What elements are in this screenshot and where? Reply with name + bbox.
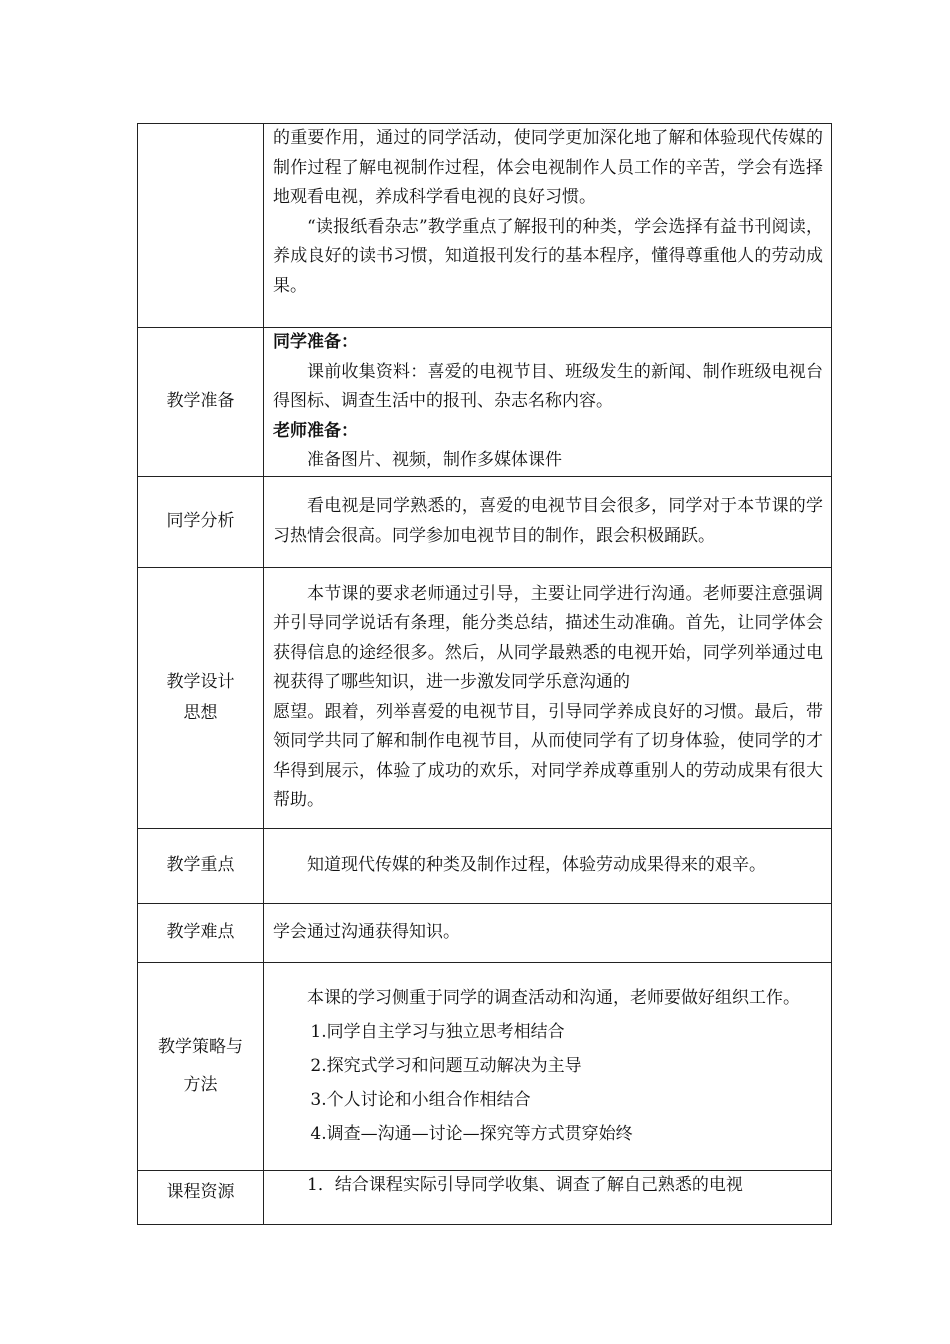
design-idea-text-part1: 本节课的要求老师通过引导，主要让同学进行沟通。老师要注意强调并引导同学说话有条理，能分类总结，描述生动准确。首先，让同学体会获得信息的途经很多。然后，从同学最熟悉的电视开始，同学列举通过电视获得了哪些知识，进一步激发同学乐意沟通的 [273, 583, 823, 692]
row-label-difficulty [138, 903, 264, 962]
student-analysis-label: 同学分析 [166, 511, 235, 531]
teacher-prep-text: 准备图片、视频，制作多媒体课件 [307, 450, 562, 470]
strategy-label-line1: 教学策略与 [158, 1037, 243, 1057]
row-label-preparation [138, 328, 264, 477]
resources-text: 1．结合课程实际引导同学收集、调查了解自己熟悉的电视 [307, 1174, 743, 1195]
difficulty-text: 学会通过沟通获得知识。 [273, 921, 460, 942]
strategy-label-line2: 方法 [183, 1075, 218, 1095]
row-label-key-point [138, 828, 264, 903]
difficulty-content [264, 903, 832, 962]
design-idea-label-line2: 思想 [183, 702, 218, 723]
key-point-text: 知道现代传媒的种类及制作过程，体验劳动成果得来的艰辛。 [307, 854, 766, 875]
table-row-key-point [138, 828, 832, 903]
table-row-resources [138, 1170, 832, 1224]
difficulty-label: 教学难点 [166, 922, 235, 942]
lesson-plan-table [137, 123, 832, 1225]
row-label-student-analysis [138, 476, 264, 567]
key-point-content [264, 828, 832, 903]
resources-content [264, 1170, 832, 1224]
design-idea-text-part2: 愿望。跟着，列举喜爱的电视节目，引导同学养成良好的习惯。最后，带领同学共同了解和制作电视节目，从而使同学有了切身体验，使同学的才华得到展示，体验了成功的欢乐，对同学养成尊重别人的劳动成果有很大帮助。 [273, 701, 823, 810]
strategy-item-3: 3.个人讨论和小组合作相结合 [310, 1090, 531, 1110]
key-point-label: 教学重点 [166, 855, 235, 875]
strategy-intro: 本课的学习侧重于同学的调查活动和沟通，老师要做好组织工作。 [307, 988, 800, 1008]
table-row-design-idea [138, 567, 832, 828]
strategy-content [264, 962, 832, 1170]
teacher-prep-heading: 老师准备： [273, 420, 358, 441]
row-label-empty [138, 124, 264, 328]
student-prep-text: 课前收集资料：喜爱的电视节目、班级发生的新闻、制作班级电视台得图标、调查生活中的报刊、杂志名称内容。 [273, 361, 823, 411]
table-row-intro [138, 124, 832, 328]
student-analysis-content [264, 476, 832, 567]
row-label-resources [138, 1170, 264, 1224]
intro-paragraph-1: 的重要作用，通过的同学活动，使同学更加深化地了解和体验现代传媒的制作过程了解电视制作过程，体会电视制作人员工作的辛苦，学会有选择地观看电视，养成科学看电视的良好习惯。 [273, 128, 823, 207]
intro-content [264, 124, 832, 328]
preparation-content [264, 328, 832, 477]
row-label-strategy [138, 962, 264, 1170]
table-row-preparation [138, 328, 832, 477]
strategy-item-1: 1.同学自主学习与独立思考相结合 [310, 1022, 565, 1042]
student-prep-heading: 同学准备： [273, 332, 358, 352]
intro-paragraph-2: “读报纸看杂志”教学重点了解报刊的种类，学会选择有益书刊阅读，养成良好的读书习惯，知道报刊发行的基本程序，懂得尊重他人的劳动成果。 [273, 216, 823, 296]
design-idea-label-line1: 教学设计 [166, 671, 235, 692]
design-idea-content [264, 567, 832, 828]
table-row-difficulty [138, 903, 832, 962]
student-analysis-text: 看电视是同学熟悉的，喜爱的电视节目会很多，同学对于本节课的学习热情会很高。同学参加电视节目的制作，跟会积极踊跃。 [273, 496, 823, 546]
table-row-student-analysis [138, 476, 832, 567]
strategy-item-4: 4.调查—沟通—讨论—探究等方式贯穿始终 [310, 1124, 633, 1144]
row-label-design-idea [138, 567, 264, 828]
preparation-label: 教学准备 [166, 391, 235, 412]
table-row-strategy [138, 962, 832, 1170]
strategy-item-2: 2.探究式学习和问题互动解决为主导 [310, 1056, 582, 1076]
resources-label: 课程资源 [166, 1181, 235, 1202]
